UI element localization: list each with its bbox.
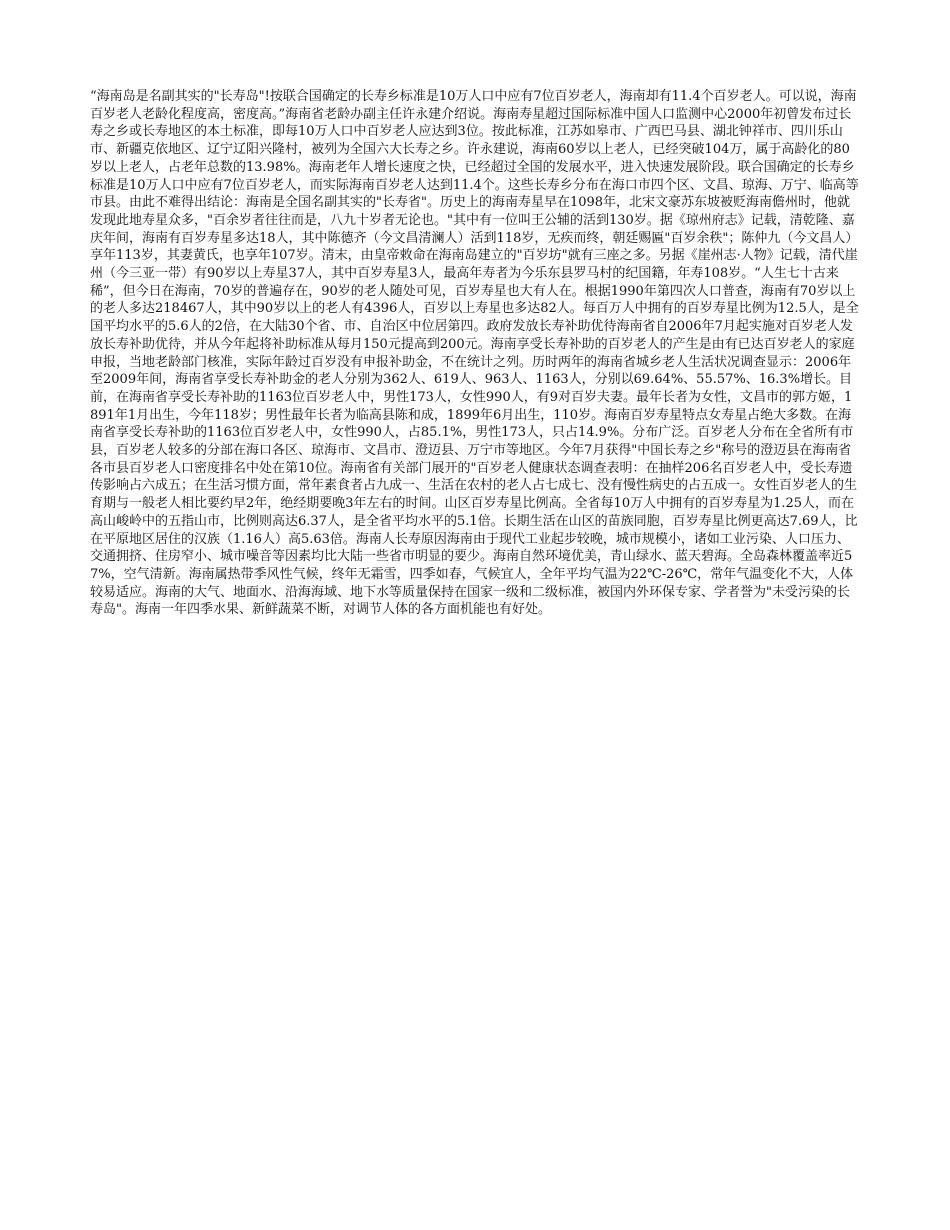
article-body bbox=[90, 88, 860, 619]
article-paragraph: “海南岛是名副其实的"长寿岛"!按联合国确定的长寿乡标准是10万人口中应有7位百岁老人，海南却有11.4个百岁老人。可以说，海南百岁老人老龄化程度高，密度高。”海南省老龄办副主任许永建介绍说。海南寿星超过国际标准中国人口监测中心2000年初曾发布过长寿之乡或长寿地区的本土标准，即每10万人口中百岁老人应达到3位。按此标准，江苏如皋市、广西巴马县、湖北钟祥市、四川乐山市、新疆克依地区、辽宁辽阳兴隆村，被列为全国六大长寿之乡。许永建说，海南60岁以上老人，已经突破104万，属于高龄化的80岁以上老人，占老年总数的13.98%。海南老年人增长速度之快，已经超过全国的发展水平，进入快速发展阶段。联合国确定的长寿乡标准是10万人口中应有7位百岁老人，而实际海南百岁老人达到11.4个。这些长寿乡分布在海口市四个区、文昌、琼海、万宁、临高等市县。由此不难得出结论：海南是全国名副其实的"长寿省"。历史上的海南寿星早在1098年，北宋文豪苏东坡被贬海南儋州时，他就发现此地寿星众多，"百余岁者往往而是，八九十岁者无论也。"其中有一位叫王公辅的活到130岁。据《琼州府志》记载，清乾隆、嘉庆年间，海南有百岁寿星多达18人，其中陈德齐（今文昌清澜人）活到118岁，无疾而终，朝廷赐匾"百岁余秩"；陈仲九（今文昌人）享年113岁，其妻黄氏，也享年107岁。清末，由皇帝敕命在海南岛建立的"百岁坊"就有三座之多。另据《崖州志·人物》记载，清代崖州（今三亚一带）有90岁以上寿星37人，其中百岁寿星3人，最高年寿者为今乐东县罗马村的纪国籍，年寿108岁。“人生七十古来稀”，但今日在海南，70岁的普遍存在，90岁的老人随处可见，百岁寿星也大有人在。根据1990年第四次人口普查，海南有70岁以上的老人多达218467人，其中90岁以上的老人有4396人，百岁以上寿星也多达82人。每百万人中拥有的百岁寿星比例为12.5人，是全国平均水平的5.6人的2倍，在大陆30个省、市、自治区中位居第四。政府发放长寿补助优待海南省自2006年7月起实施对百岁老人发放长寿补助优待，并从今年起将补助标准从每月150元提高到200元。海南享受长寿补助的百岁老人的产生是由有已达百岁老人的家庭申报，当地老龄部门核准，实际年龄过百岁没有申报补助金，不在统计之列。历时两年的海南省城乡老人生活状况调查显示：2006年至2009年间，海南省享受长寿补助金的老人分别为362人、619人、963人、1163人，分别以69.64%、55.57%、16.3%增长。目前，在海南省享受长寿补助的1163位百岁老人中，男性173人，女性990人，有9对百岁夫妻。最年长者为女性，文昌市的郭方姬，1891年1月出生，今年118岁；男性最年长者为临高县陈和成，1899年6月出生，110岁。海南百岁寿星特点女寿星占绝大多数。在海南省享受长寿补助的1163位百岁老人中，女性990人，占85.1%，男性173人，只占14.9%。分布广泛。百岁老人分布在全省所有市县，百岁老人较多的分部在海口各区、琼海市、文昌市、澄迈县、万宁市等地区。今年7月获得"中国长寿之乡"称号的澄迈县在海南省各市县百岁老人口密度排名中处在第10位。海南省有关部门展开的"百岁老人健康状态调查表明：在抽样206名百岁老人中，受长寿遗传影响占六成五；在生活习惯方面，常年素食者占九成一、生活在农村的老人占七成七、没有慢性病史的占五成一。女性百岁老人的生育期与一般老人相比要约早2年，绝经期要晚3年左右的时间。山区百岁寿星比例高。全省每10万人中拥有的百岁寿星为1.25人，而在高山峻岭中的五指山市，比例则高达6.37人，是全省平均水平的5.1倍。长期生活在山区的苗族同胞，百岁寿星比例更高达7.69人，比在平原地区居住的汉族（1.16人）高5.63倍。海南人长寿原因海南由于现代工业起步较晚，城市规模小，诸如工业污染、人口压力、交通拥挤、住房窄小、城市噪音等因素均比大陆一些省市明显的要少。海南自然环境优美，青山绿水、蓝天碧海。全岛森林覆盖率近57%，空气清新。海南属热带季风性气候，终年无霜雪，四季如春，气候宜人，全年平均气温为22℃-26℃，常年气温变化不大，人体较易适应。海南的大气、地面水、沿海海域、地下水等质量保持在国家一级和二级标准，被国内外环保专家、学者誉为"未受污染的长寿岛"。海南一年四季水果、新鲜蔬菜不断，对调节人体的各方面机能也有好处。 bbox=[90, 89, 859, 618]
